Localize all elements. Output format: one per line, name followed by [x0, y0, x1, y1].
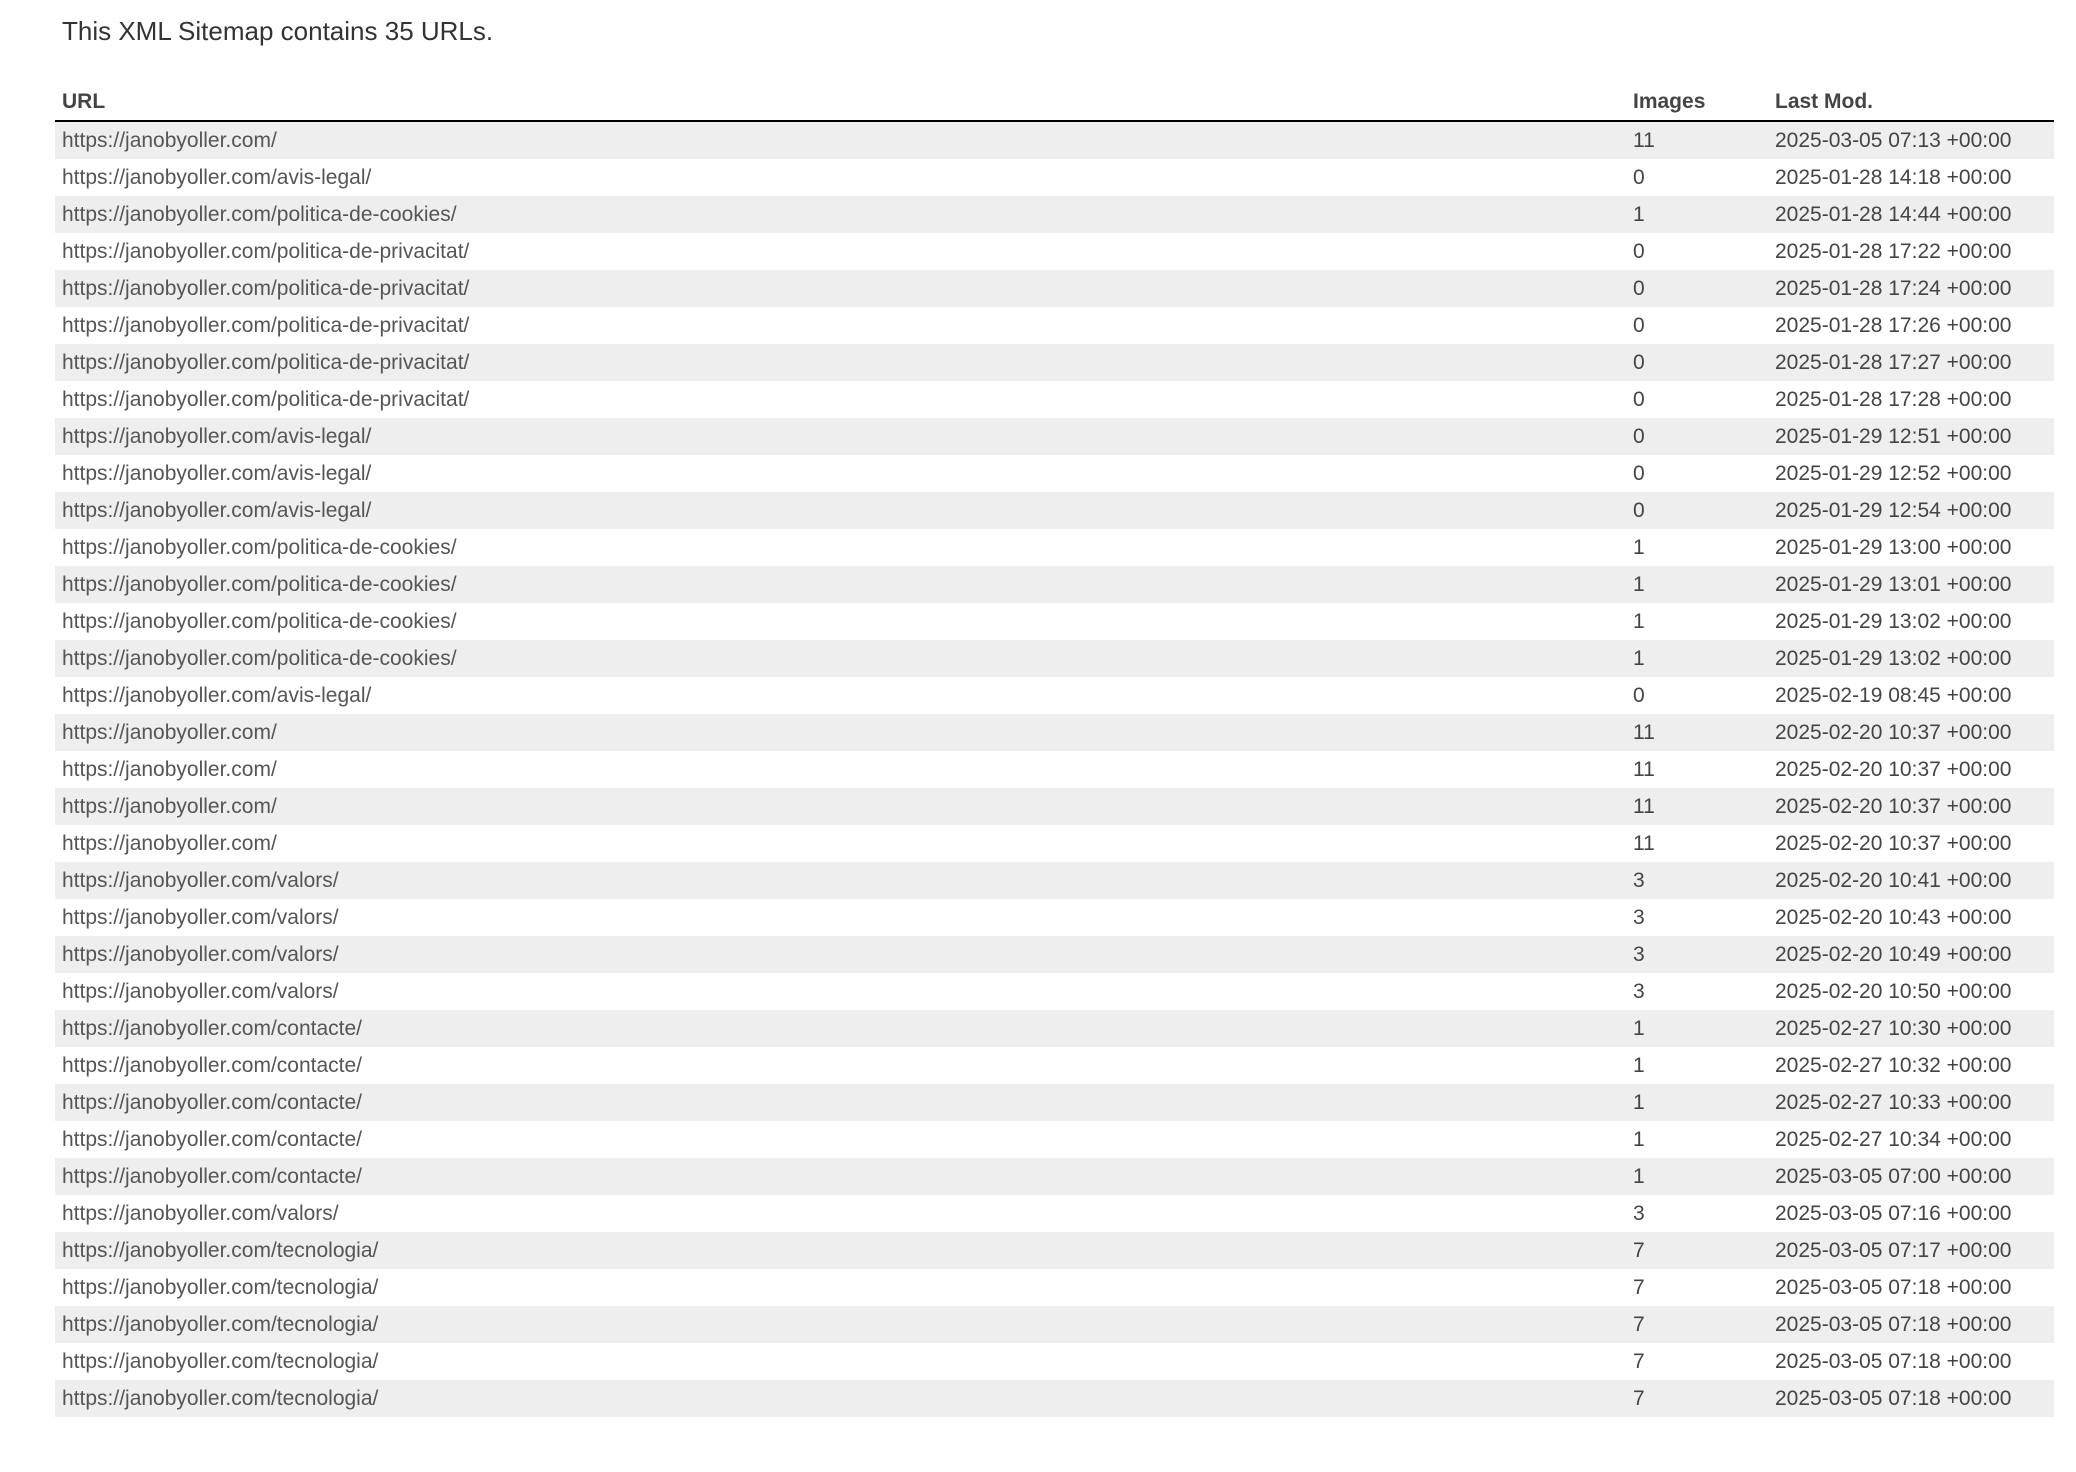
url-cell	[55, 714, 1626, 751]
url-link[interactable]: https://janobyoller.com/contacte/	[62, 1053, 362, 1077]
last-mod-cell: 2025-02-27 10:32 +00:00	[1775, 1053, 2012, 1077]
images-count-cell: 0	[1633, 239, 1645, 263]
images-count-cell: 0	[1626, 270, 1768, 307]
table-row	[55, 825, 2054, 862]
last-mod-cell: 2025-03-05 07:18 +00:00	[1775, 1275, 2012, 1299]
images-count-cell: 1	[1633, 535, 1645, 559]
table-row	[55, 270, 2054, 307]
url-cell	[55, 1232, 1626, 1269]
images-count-cell: 11	[1626, 121, 1768, 159]
images-count-cell: 0	[1626, 492, 1768, 529]
url-link[interactable]: https://janobyoller.com/politica-de-privacitat/	[62, 276, 470, 300]
last-mod-cell: 2025-02-20 10:37 +00:00	[1768, 788, 2054, 825]
last-mod-cell: 2025-01-29 13:00 +00:00	[1775, 535, 2012, 559]
last-mod-cell: 2025-01-28 17:22 +00:00	[1775, 239, 2012, 263]
table-row	[55, 714, 2054, 751]
url-cell	[55, 1121, 1626, 1158]
images-count-cell: 1	[1626, 1010, 1768, 1047]
url-cell	[55, 973, 1626, 1010]
url-cell	[55, 270, 1626, 307]
last-mod-cell: 2025-01-29 12:52 +00:00	[1775, 461, 2012, 485]
sitemap-table	[55, 84, 2054, 1417]
images-count-cell: 11	[1626, 714, 1768, 751]
table-row	[55, 233, 2054, 270]
url-link[interactable]: https://janobyoller.com/avis-legal/	[62, 424, 372, 448]
table-row	[55, 1010, 2054, 1047]
url-link[interactable]: https://janobyoller.com/tecnologia/	[62, 1386, 379, 1410]
url-cell	[55, 936, 1626, 973]
url-link[interactable]: https://janobyoller.com/valors/	[62, 1201, 339, 1225]
images-count-cell: 3	[1633, 905, 1645, 929]
images-count-cell: 7	[1633, 1275, 1645, 1299]
images-count-cell: 11	[1633, 757, 1655, 781]
url-link[interactable]: https://janobyoller.com/politica-de-privacitat/	[62, 387, 470, 411]
url-cell	[55, 1010, 1626, 1047]
last-mod-cell: 2025-03-05 07:18 +00:00	[1775, 1349, 2012, 1373]
images-count-cell: 3	[1626, 936, 1768, 973]
last-mod-cell: 2025-03-05 07:16 +00:00	[1775, 1201, 2012, 1225]
images-count-cell: 1	[1633, 1127, 1645, 1151]
column-header-url: URL	[55, 84, 1626, 121]
table-row	[55, 1380, 2054, 1417]
url-link[interactable]: https://janobyoller.com/avis-legal/	[62, 683, 372, 707]
images-count-cell: 0	[1626, 418, 1768, 455]
last-mod-cell: 2025-01-29 12:54 +00:00	[1768, 492, 2054, 529]
table-row	[55, 455, 2054, 492]
url-cell	[55, 159, 1626, 196]
url-link[interactable]: https://janobyoller.com/politica-de-cookies/	[62, 646, 457, 670]
last-mod-cell: 2025-02-20 10:49 +00:00	[1768, 936, 2054, 973]
last-mod-cell: 2025-02-27 10:30 +00:00	[1768, 1010, 2054, 1047]
images-count-cell: 3	[1626, 862, 1768, 899]
url-cell	[55, 640, 1626, 677]
url-cell	[55, 1306, 1626, 1343]
url-link[interactable]: https://janobyoller.com/avis-legal/	[62, 165, 372, 189]
url-link[interactable]: https://janobyoller.com/avis-legal/	[62, 498, 372, 522]
table-row	[55, 121, 2054, 159]
table-row	[55, 1158, 2054, 1195]
table-row	[55, 1195, 2054, 1232]
url-cell	[55, 121, 1626, 159]
last-mod-cell: 2025-01-29 13:02 +00:00	[1768, 640, 2054, 677]
images-count-cell: 3	[1633, 1201, 1645, 1225]
url-cell	[55, 1343, 1626, 1380]
table-row	[55, 529, 2054, 566]
url-link[interactable]: https://janobyoller.com/contacte/	[62, 1164, 362, 1188]
images-count-cell: 0	[1633, 165, 1645, 189]
url-cell	[55, 1084, 1626, 1121]
table-row	[55, 492, 2054, 529]
images-count-cell: 7	[1626, 1380, 1768, 1417]
images-count-cell: 11	[1626, 788, 1768, 825]
images-count-cell: 0	[1633, 683, 1645, 707]
url-cell	[55, 566, 1626, 603]
images-count-cell: 7	[1626, 1306, 1768, 1343]
images-count-cell: 0	[1633, 313, 1645, 337]
last-mod-cell: 2025-01-28 17:27 +00:00	[1768, 344, 2054, 381]
url-cell	[55, 418, 1626, 455]
last-mod-cell: 2025-03-05 07:18 +00:00	[1768, 1306, 2054, 1343]
table-row	[55, 1306, 2054, 1343]
url-link[interactable]: https://janobyoller.com/contacte/	[62, 1090, 362, 1114]
column-header-images: Images	[1626, 84, 1768, 121]
table-row	[55, 566, 2054, 603]
url-link[interactable]: https://janobyoller.com/valors/	[62, 979, 339, 1003]
table-row	[55, 307, 2054, 344]
sitemap-table-body	[55, 121, 2054, 1417]
url-link[interactable]: https://janobyoller.com/	[62, 128, 277, 152]
url-link[interactable]: https://janobyoller.com/avis-legal/	[62, 461, 372, 485]
table-row	[55, 973, 2054, 1010]
images-count-cell: 1	[1626, 566, 1768, 603]
url-cell	[55, 233, 1626, 270]
images-count-cell: 0	[1633, 387, 1645, 411]
table-row	[55, 1232, 2054, 1269]
images-count-cell: 1	[1626, 640, 1768, 677]
url-link[interactable]: https://janobyoller.com/politica-de-cookies/	[62, 535, 457, 559]
images-count-cell: 1	[1633, 1053, 1645, 1077]
url-link[interactable]: https://janobyoller.com/tecnologia/	[62, 1238, 379, 1262]
table-row	[55, 1047, 2054, 1084]
last-mod-cell: 2025-02-20 10:41 +00:00	[1768, 862, 2054, 899]
last-mod-cell: 2025-03-05 07:00 +00:00	[1768, 1158, 2054, 1195]
last-mod-cell: 2025-01-28 17:24 +00:00	[1768, 270, 2054, 307]
url-link[interactable]: https://janobyoller.com/politica-de-cookies/	[62, 572, 457, 596]
url-link[interactable]: https://janobyoller.com/politica-de-privacitat/	[62, 313, 470, 337]
images-count-cell: 1	[1633, 609, 1645, 633]
url-cell	[55, 1380, 1626, 1417]
url-cell	[55, 381, 1626, 418]
last-mod-cell: 2025-02-20 10:37 +00:00	[1775, 831, 2012, 855]
table-row	[55, 677, 2054, 714]
last-mod-cell: 2025-03-05 07:13 +00:00	[1768, 121, 2054, 159]
url-link[interactable]: https://janobyoller.com/contacte/	[62, 1016, 362, 1040]
table-row	[55, 159, 2054, 196]
images-count-cell: 1	[1626, 1084, 1768, 1121]
last-mod-cell: 2025-02-20 10:37 +00:00	[1768, 714, 2054, 751]
url-link[interactable]: https://janobyoller.com/	[62, 757, 277, 781]
last-mod-cell: 2025-02-27 10:34 +00:00	[1775, 1127, 2012, 1151]
url-link[interactable]: https://janobyoller.com/politica-de-privacitat/	[62, 350, 470, 374]
last-mod-cell: 2025-01-28 14:18 +00:00	[1775, 165, 2012, 189]
url-link[interactable]: https://janobyoller.com/valors/	[62, 942, 339, 966]
table-row	[55, 640, 2054, 677]
url-cell	[55, 862, 1626, 899]
url-link[interactable]: https://janobyoller.com/	[62, 794, 277, 818]
url-cell	[55, 751, 1626, 788]
images-count-cell: 11	[1633, 831, 1655, 855]
last-mod-cell: 2025-02-20 10:50 +00:00	[1775, 979, 2012, 1003]
url-link[interactable]: https://janobyoller.com/politica-de-cookies/	[62, 202, 457, 226]
sitemap-intro: This XML Sitemap contains 35 URLs.	[62, 16, 494, 46]
url-cell	[55, 1047, 1626, 1084]
last-mod-cell: 2025-01-28 17:28 +00:00	[1775, 387, 2012, 411]
url-cell	[55, 344, 1626, 381]
table-row	[55, 1269, 2054, 1306]
table-row	[55, 418, 2054, 455]
table-row	[55, 1084, 2054, 1121]
url-link[interactable]: https://janobyoller.com/valors/	[62, 868, 339, 892]
url-link[interactable]: https://janobyoller.com/politica-de-privacitat/	[62, 239, 470, 263]
last-mod-cell: 2025-03-05 07:17 +00:00	[1768, 1232, 2054, 1269]
url-cell	[55, 1269, 1626, 1306]
url-link[interactable]: https://janobyoller.com/politica-de-cookies/	[62, 609, 457, 633]
table-row	[55, 603, 2054, 640]
column-header-last-mod: Last Mod.	[1768, 84, 2054, 121]
url-link[interactable]: https://janobyoller.com/	[62, 720, 277, 744]
url-link[interactable]: https://janobyoller.com/tecnologia/	[62, 1312, 379, 1336]
last-mod-cell: 2025-02-20 10:37 +00:00	[1775, 757, 2012, 781]
images-count-cell: 1	[1626, 1158, 1768, 1195]
url-cell	[55, 788, 1626, 825]
url-link[interactable]: https://janobyoller.com/	[62, 831, 277, 855]
url-cell	[55, 529, 1626, 566]
last-mod-cell: 2025-01-28 14:44 +00:00	[1768, 196, 2054, 233]
url-cell	[55, 196, 1626, 233]
url-link[interactable]: https://janobyoller.com/tecnologia/	[62, 1275, 379, 1299]
images-count-cell: 7	[1633, 1349, 1645, 1373]
last-mod-cell: 2025-02-27 10:33 +00:00	[1768, 1084, 2054, 1121]
url-cell	[55, 1158, 1626, 1195]
last-mod-cell: 2025-03-05 07:18 +00:00	[1768, 1380, 2054, 1417]
url-cell	[55, 899, 1626, 936]
last-mod-cell: 2025-01-28 17:26 +00:00	[1775, 313, 2012, 337]
last-mod-cell: 2025-02-19 08:45 +00:00	[1775, 683, 2012, 707]
images-count-cell: 7	[1626, 1232, 1768, 1269]
table-row	[55, 381, 2054, 418]
images-count-cell: 0	[1633, 461, 1645, 485]
last-mod-cell: 2025-02-20 10:43 +00:00	[1775, 905, 2012, 929]
url-cell	[55, 677, 1626, 714]
table-row	[55, 899, 2054, 936]
table-row	[55, 1121, 2054, 1158]
table-row	[55, 196, 2054, 233]
last-mod-cell: 2025-01-29 12:51 +00:00	[1768, 418, 2054, 455]
url-link[interactable]: https://janobyoller.com/tecnologia/	[62, 1349, 379, 1373]
images-count-cell: 0	[1626, 344, 1768, 381]
table-row	[55, 788, 2054, 825]
last-mod-cell: 2025-01-29 13:01 +00:00	[1768, 566, 2054, 603]
table-row	[55, 344, 2054, 381]
url-cell	[55, 307, 1626, 344]
url-cell	[55, 455, 1626, 492]
table-row	[55, 751, 2054, 788]
last-mod-cell: 2025-01-29 13:02 +00:00	[1775, 609, 2012, 633]
url-cell	[55, 825, 1626, 862]
table-row	[55, 1343, 2054, 1380]
url-link[interactable]: https://janobyoller.com/contacte/	[62, 1127, 362, 1151]
table-row	[55, 936, 2054, 973]
url-cell	[55, 492, 1626, 529]
images-count-cell: 3	[1633, 979, 1645, 1003]
images-count-cell: 1	[1626, 196, 1768, 233]
table-row	[55, 862, 2054, 899]
url-cell	[55, 603, 1626, 640]
url-cell	[55, 1195, 1626, 1232]
url-link[interactable]: https://janobyoller.com/valors/	[62, 905, 339, 929]
table-header-row	[55, 84, 2054, 121]
